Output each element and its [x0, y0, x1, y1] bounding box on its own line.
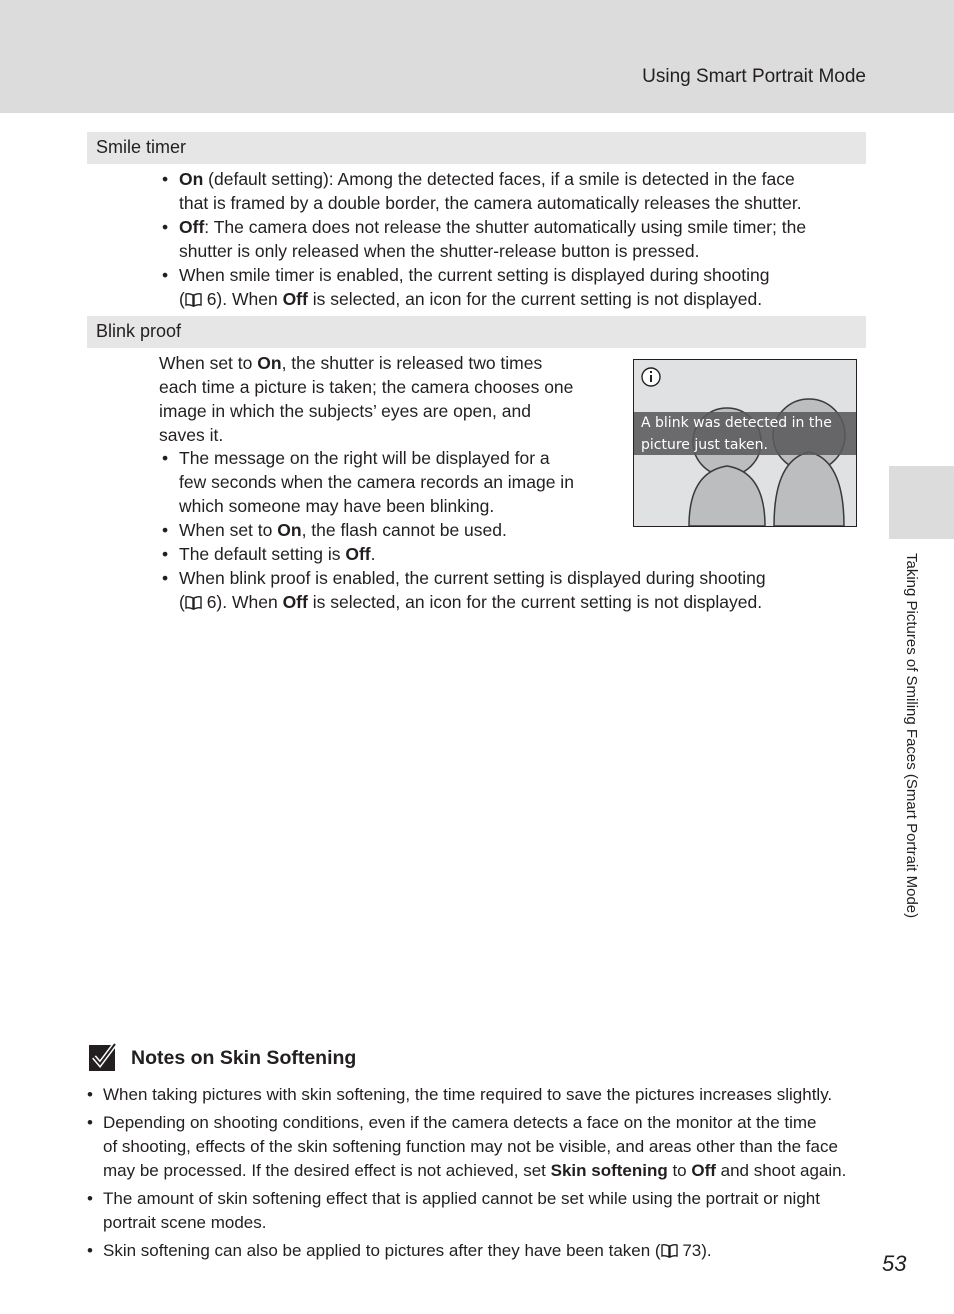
page-number: 53 [882, 1251, 907, 1276]
bullet-text: When blink proof is enabled, the current setting is displayed during shooting [179, 568, 766, 588]
bullet-text: shutter is only released when the shutter-release button is pressed. [179, 241, 700, 261]
note-item [103, 1239, 873, 1263]
intro-text: When set to [159, 353, 258, 373]
off-label: Off [691, 1161, 716, 1180]
chapter-title-vertical: Taking Pictures of Smiling Faces (Smart Portrait Mode) [903, 553, 920, 919]
bullet-text: is selected, an icon for the current setting is not displayed. [307, 289, 763, 309]
note-text: to [667, 1161, 692, 1180]
note-text: The amount of skin softening effect that is applied cannot be set while using the portrait or night [103, 1189, 820, 1208]
smile-timer-bullet-on [179, 167, 869, 215]
bullet-text: (default setting): Among the detected faces, if a smile is detected in the face [203, 169, 795, 189]
blink-proof-heading-bar [87, 316, 866, 348]
smile-timer-heading-bar [87, 132, 866, 164]
chapter-tab [889, 466, 954, 539]
bullet-text: When set to [179, 520, 278, 540]
off-label: Off [282, 289, 308, 309]
smile-timer-heading: Smile timer [96, 137, 187, 157]
note-text: portrait scene modes. [103, 1213, 267, 1232]
intro-text: each time a picture is taken; the camera chooses one [159, 377, 574, 397]
note-text: 73). [677, 1241, 712, 1260]
camera-monitor-illustration [633, 359, 857, 527]
note-item [103, 1111, 873, 1183]
notes-title: Notes on Skin Softening [131, 1047, 357, 1069]
book-ref-icon [661, 1243, 678, 1258]
blink-proof-bullet-message [179, 446, 619, 518]
message-line: picture just taken. [641, 437, 768, 453]
bullet-text: , the flash cannot be used. [301, 520, 507, 540]
bullet-text: : The camera does not release the shutter automatically using smile timer; the [204, 217, 807, 237]
bullet-text: which someone may have been blinking. [179, 496, 495, 516]
blink-proof-intro [159, 351, 619, 447]
paren: ( [179, 592, 185, 612]
on-label: On [257, 353, 282, 373]
blink-proof-bullet-display [179, 566, 869, 614]
bullet-text: The default setting is [179, 544, 346, 564]
note-text: and shoot again. [715, 1161, 847, 1180]
on-label: On [179, 169, 204, 189]
note-item [103, 1187, 873, 1235]
note-text: Depending on shooting conditions, even if the camera detects a face on the monitor at the time [103, 1113, 817, 1132]
bullet-text: The message on the right will be displayed for a [179, 448, 550, 468]
on-label: On [277, 520, 302, 540]
bullet-text: 6). When [201, 289, 283, 309]
bullet-text: . [370, 544, 376, 564]
bullet-text: When smile timer is enabled, the current setting is displayed during shooting [179, 265, 770, 285]
checkmark-note-icon [88, 1042, 118, 1072]
intro-text: saves it. [159, 425, 224, 445]
intro-text: , the shutter is released two times [281, 353, 543, 373]
blink-proof-heading: Blink proof [96, 321, 182, 341]
blink-warning-message [634, 412, 856, 455]
note-text: Skin softening can also be applied to pictures after they have been taken ( [103, 1241, 661, 1260]
smile-timer-bullet-off [179, 215, 869, 263]
note-item [103, 1083, 873, 1107]
bullet-text: 6). When [201, 592, 283, 612]
page-header [0, 0, 954, 113]
intro-text: image in which the subjects’ eyes are open, and [159, 401, 531, 421]
note-text: of shooting, effects of the skin softening function may not be visible, and areas other than the face [103, 1137, 838, 1156]
book-ref-icon [185, 292, 202, 307]
blink-proof-bullet-default [179, 542, 619, 566]
smile-timer-bullet-display [179, 263, 869, 311]
note-text: When taking pictures with skin softening, the time required to save the pictures increases slightly. [103, 1085, 833, 1104]
chapter-side-label [898, 553, 922, 998]
header-title: Using Smart Portrait Mode [642, 66, 866, 87]
skin-softening-label: Skin softening [550, 1161, 668, 1180]
bullet-text: that is framed by a double border, the camera automatically releases the shutter. [179, 193, 802, 213]
paren: ( [179, 289, 185, 309]
off-label: Off [179, 217, 205, 237]
message-line: A blink was detected in the [641, 415, 832, 431]
off-label: Off [345, 544, 371, 564]
blink-proof-bullet-flash [179, 518, 619, 542]
bullet-text: few seconds when the camera records an image in [179, 472, 574, 492]
off-label: Off [282, 592, 308, 612]
bullet-text: is selected, an icon for the current setting is not displayed. [307, 592, 763, 612]
note-text: may be processed. If the desired effect is not achieved, set [103, 1161, 551, 1180]
book-ref-icon [185, 595, 202, 610]
